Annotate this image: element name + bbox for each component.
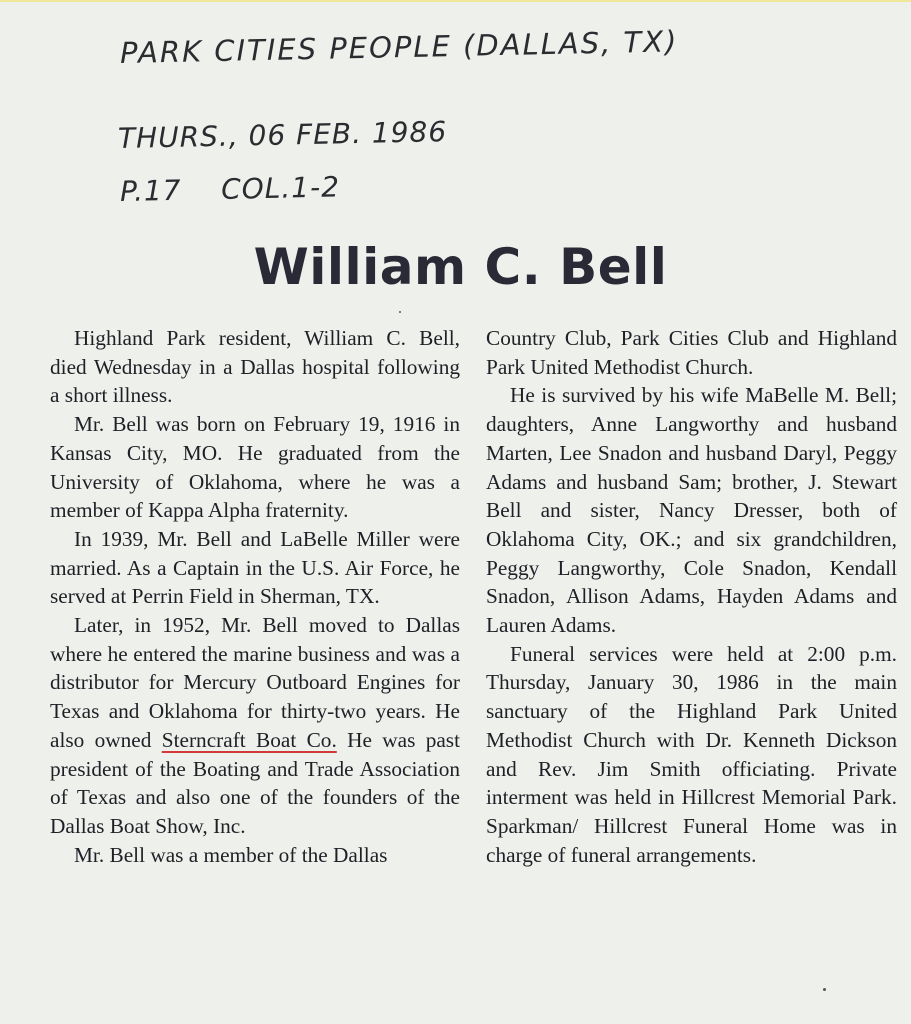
handwritten-date: THURS., 06 FEB. 1986 bbox=[117, 115, 448, 155]
handwritten-page-column: P.17 COL.1-2 bbox=[119, 170, 341, 208]
paragraph: Highland Park resident, William C. Bell, died Wednesday in a Dallas hospital following a short illness. bbox=[50, 326, 460, 408]
paragraph: Funeral services were held at 2:00 p.m. Thursday, January 30, 1986 in the main sanctuary of the Highland Park United Methodist Church with Dr. Kenneth Dickson and Rev. Jim Smith officiating. Private interment was held in Hillcrest Memorial Park. Sparkman/ Hillcrest Funeral Home was in charge of funeral arrangements. bbox=[486, 641, 897, 867]
scan-top-edge bbox=[0, 0, 911, 2]
article-headline: William C. Bell bbox=[253, 238, 668, 296]
paragraph: Mr. Bell was born on February 19, 1916 in Kansas City, MO. He graduated from the University of Oklahoma, where he was a member of Kappa Alpha fraternity. bbox=[50, 412, 460, 523]
article-column-right bbox=[486, 324, 897, 869]
paragraph bbox=[50, 611, 460, 841]
scan-speck bbox=[399, 311, 401, 313]
underlined-company-name: Sterncraft Boat Co. bbox=[161, 727, 337, 752]
paragraph: In 1939, Mr. Bell and LaBelle Miller were married. As a Captain in the U.S. Air Force, he served at Perrin Field in Sherman, TX. bbox=[50, 526, 460, 609]
paragraph-text: He was past president of the Boating and Trade Association of Texas and also one of the founders of the Dallas Boat Show, Inc. bbox=[50, 727, 461, 838]
paragraph: He is survived by his wife MaBelle M. Bell; daughters, Anne Langworthy and husband Marten, Lee Snadon and husband Daryl, Peggy Adams and husband Sam; brother, J. Stewart Bell and sister, Nancy Dresser, both of Oklahoma City, OK.; and six grandchildren, Peggy Langworthy, Cole Snadon, Kendall Snadon, Allison Adams, Hayden Adams and Lauren Adams. bbox=[486, 383, 897, 638]
article-column-left bbox=[50, 324, 460, 869]
scan-speck bbox=[823, 988, 826, 991]
paragraph-text: Later, in 1952, Mr. Bell moved to Dallas where he entered the marine business and was a distributor for Mercury Outboard Engines for Texas and Oklahoma for thirty-two years. He also owned bbox=[50, 613, 460, 752]
handwritten-source: PARK CITIES PEOPLE (DALLAS, TX) bbox=[119, 24, 679, 70]
paragraph-continuation: Country Club, Park Cities Club and Highland Park United Methodist Church. bbox=[486, 326, 897, 379]
paragraph: Mr. Bell was a member of the Dallas bbox=[74, 842, 388, 867]
